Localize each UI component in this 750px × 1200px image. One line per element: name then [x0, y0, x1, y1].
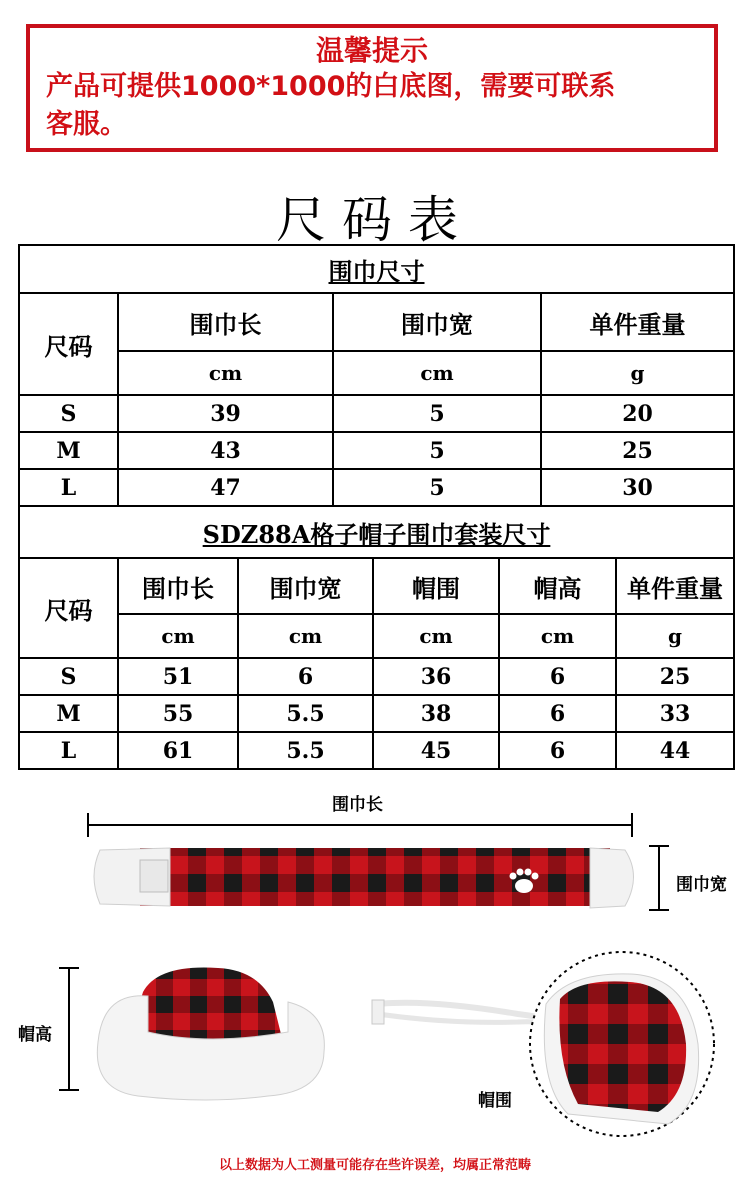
unit-cell: cm [499, 614, 616, 658]
value-cell: 25 [616, 658, 734, 695]
column-header: 围巾宽 [238, 558, 373, 614]
column-header: 单件重量 [541, 293, 734, 351]
hat-image [88, 962, 338, 1112]
hat-circumference-image [368, 944, 718, 1158]
value-cell: 36 [373, 658, 499, 695]
value-cell: 6 [499, 732, 616, 769]
scarf-length-dimension-line [80, 810, 640, 840]
unit-cell: cm [118, 351, 333, 395]
size-cell: M [19, 695, 118, 732]
column-header: 帽高 [499, 558, 616, 614]
column-header: 单件重量 [616, 558, 734, 614]
value-cell: 33 [616, 695, 734, 732]
unit-cell: cm [373, 614, 499, 658]
unit-cell: g [616, 614, 734, 658]
value-cell: 38 [373, 695, 499, 732]
value-cell: 30 [541, 469, 734, 506]
value-cell: 25 [541, 432, 734, 469]
size-cell: S [19, 395, 118, 432]
table-row [19, 432, 734, 469]
table-row [19, 695, 734, 732]
table-section-title: SDZ88A格子帽子围巾套装尺寸 [19, 506, 734, 558]
unit-cell: cm [333, 351, 541, 395]
value-cell: 6 [238, 658, 373, 695]
notice-body [30, 68, 714, 144]
notice-line-1: 产品可提供1000*1000的白底图，需要可联系 [46, 71, 616, 102]
unit-cell: cm [238, 614, 373, 658]
value-cell: 20 [541, 395, 734, 432]
column-header: 围巾长 [118, 293, 333, 351]
hat-height-label: 帽高 [18, 1025, 52, 1045]
value-cell: 6 [499, 658, 616, 695]
footer-disclaimer: 以上数据为人工测量可能存在些许误差，均属正常范畴 [218, 1158, 531, 1173]
scarf-size-table [18, 244, 735, 507]
hat-circumference-label: 帽围 [478, 1091, 512, 1111]
notice-line-2: 客服。 [46, 109, 127, 140]
table-row [19, 469, 734, 506]
value-cell: 39 [118, 395, 333, 432]
value-cell: 5 [333, 432, 541, 469]
size-header: 尺码 [19, 558, 118, 658]
notice-title: 温馨提示 [315, 34, 428, 67]
column-header: 围巾长 [118, 558, 238, 614]
table-row [19, 732, 734, 769]
size-cell: M [19, 432, 118, 469]
value-cell: 45 [373, 732, 499, 769]
value-cell: 61 [118, 732, 238, 769]
column-header: 围巾宽 [333, 293, 541, 351]
page-title: 尺码表 [276, 191, 474, 249]
column-header: 帽围 [373, 558, 499, 614]
value-cell: 5.5 [238, 732, 373, 769]
value-cell: 6 [499, 695, 616, 732]
value-cell: 43 [118, 432, 333, 469]
value-cell: 47 [118, 469, 333, 506]
scarf-length-label: 围巾长 [332, 795, 383, 815]
value-cell: 5.5 [238, 695, 373, 732]
value-cell: 51 [118, 658, 238, 695]
table-section-title: 围巾尺寸 [19, 245, 734, 293]
size-cell: S [19, 658, 118, 695]
value-cell: 5 [333, 395, 541, 432]
table-row [19, 395, 734, 432]
value-cell: 55 [118, 695, 238, 732]
table-row [19, 658, 734, 695]
value-cell: 5 [333, 469, 541, 506]
value-cell: 44 [616, 732, 734, 769]
set-size-table [18, 505, 735, 770]
scarf-image [80, 838, 650, 918]
size-cell: L [19, 732, 118, 769]
size-header: 尺码 [19, 293, 118, 395]
unit-cell: cm [118, 614, 238, 658]
unit-cell: g [541, 351, 734, 395]
size-cell: L [19, 469, 118, 506]
scarf-width-dimension-line [646, 844, 672, 914]
hat-height-dimension-line [56, 966, 82, 1094]
scarf-width-label: 围巾宽 [676, 875, 727, 895]
notice-box [26, 24, 718, 152]
